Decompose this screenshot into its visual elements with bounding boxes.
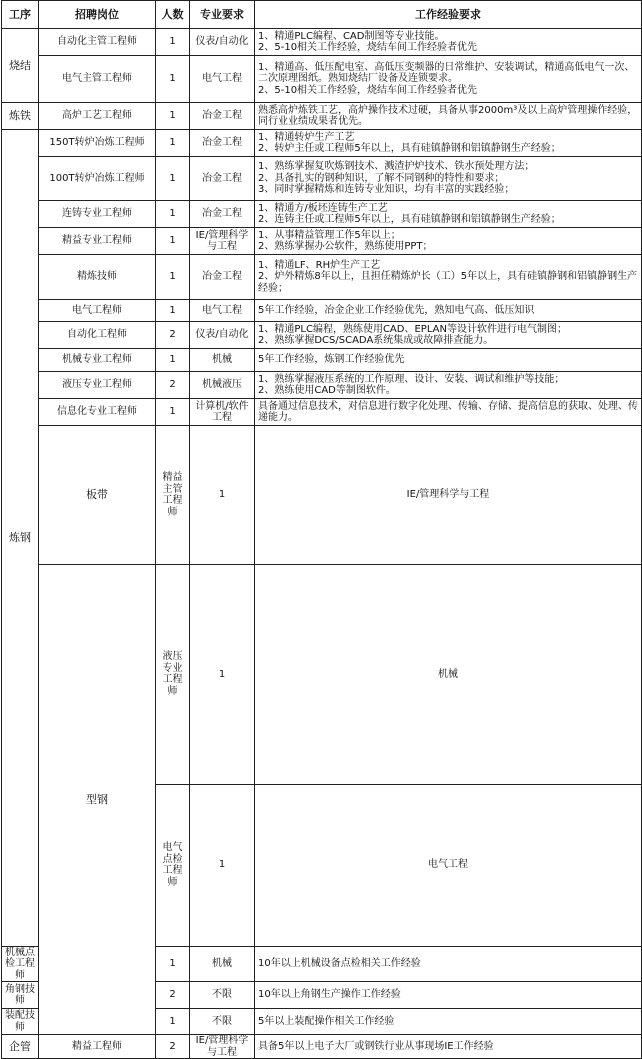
- requirement-cell: [255, 372, 642, 399]
- requirement-line: 2、5-10相关工作经验，烧结车间工作经验者优先: [258, 42, 478, 53]
- count-cell: 2: [156, 322, 190, 349]
- table-row: [2, 130, 642, 157]
- count-cell: 1: [156, 130, 190, 157]
- major-cell: 冶金工程: [190, 255, 255, 300]
- requirement-line: 2、熟练使用CAD等制图软件。: [258, 385, 396, 396]
- position-cell: 自动化工程师: [39, 322, 156, 349]
- requirement-line: 1、熟练掌握液压系统的工作原理、设计、安装、调试和维护等技能；: [258, 373, 565, 385]
- major-cell: 冶金工程: [190, 130, 255, 157]
- count-cell: 2: [156, 982, 190, 1009]
- requirement-line: 1、从事精益管理工作5年以上；: [258, 229, 401, 241]
- requirement-cell: [255, 399, 642, 426]
- header-count: 人数: [156, 1, 190, 29]
- position-cell: 150T转炉冶炼工程师: [39, 130, 156, 157]
- count-cell: 1: [156, 255, 190, 300]
- requirement-cell: [255, 300, 642, 322]
- major-cell: 计算机/软件工程: [190, 399, 255, 426]
- table-row: [2, 322, 642, 349]
- requirement-cell: [255, 201, 642, 228]
- major-cell: 不限: [190, 982, 255, 1009]
- major-cell: 不限: [190, 1009, 255, 1035]
- table-row: [2, 56, 642, 103]
- requirement-cell: [255, 349, 642, 372]
- major-cell: 电气工程: [255, 784, 642, 946]
- count-cell: 1: [190, 784, 255, 946]
- position-cell: 精益主管工程师: [156, 426, 190, 565]
- table-row: [2, 372, 642, 399]
- requirement-line: 具备通过信息技术，对信息进行数字化处理、传输、存储、提高信息的获取、处理、传递能力。: [258, 400, 638, 423]
- position-cell: 液压专业工程师: [39, 372, 156, 399]
- count-cell: 1: [156, 103, 190, 130]
- header-row: [2, 1, 642, 29]
- position-cell: 精益工程师: [39, 1035, 156, 1059]
- requirement-line: 2、熟练掌握办公软件，熟练使用PPT；: [258, 241, 433, 252]
- header-process: 工序: [2, 1, 39, 29]
- requirement-line: 3、同时掌握精炼和连铸专业知识，均有丰富的实践经验；: [258, 184, 515, 196]
- requirement-cell: [255, 982, 642, 1009]
- table-row: [2, 1035, 642, 1059]
- requirement-cell: [255, 157, 642, 201]
- requirement-cell: [255, 130, 642, 157]
- table-row: [2, 426, 642, 565]
- count-cell: 1: [156, 349, 190, 372]
- requirement-line: 5年以上装配操作相关工作经验: [258, 1015, 395, 1027]
- table-row: [2, 565, 642, 785]
- dept-cell-iron: 炼铁: [2, 103, 39, 130]
- table-row: [2, 157, 642, 201]
- requirement-cell: [255, 56, 642, 103]
- header-experience: 工作经验要求: [255, 1, 642, 29]
- requirement-cell: [255, 946, 642, 982]
- requirement-line: 1、精通方/板坯连铸生产工艺: [258, 202, 388, 214]
- position-cell: 电气点检工程师: [156, 784, 190, 946]
- position-cell: 角钢技师: [2, 982, 39, 1009]
- major-cell: 机械: [190, 946, 255, 982]
- position-cell: 精炼技师: [39, 255, 156, 300]
- requirement-line: 2、炉外精炼8年以上，且担任精炼炉长（工）5年以上，具有硅镇静钢和铝镇静钢生产经验；: [258, 271, 638, 294]
- requirement-line: 具备5年以上电子大厂或钢铁行业从事现场IE工作经验: [258, 1040, 494, 1052]
- requirement-line: 1、精通高、低压配电室、高低压变频器的日常维护、安装调试，精通高低电气一次、二次原理图纸。熟知烧结厂设备及连锁要求。: [258, 61, 635, 85]
- table-row: [2, 300, 642, 322]
- header-position: 招聘岗位: [39, 1, 156, 29]
- position-cell: 装配技师: [2, 1009, 39, 1035]
- requirement-cell: [255, 103, 642, 130]
- count-cell: 1: [156, 228, 190, 255]
- table-row: [2, 399, 642, 426]
- dept-cell-strip: 板带: [39, 426, 156, 565]
- requirement-line: 熟悉高炉炼铁工艺，高炉操作技术过硬，具备从事2000m³及以上高炉管理操作经验，同行业业绩成果者优先。: [258, 104, 638, 127]
- requirement-cell: [255, 1009, 642, 1035]
- requirement-line: 2、熟练掌握DCS/SCADA系统集成或故障排查能力。: [258, 335, 494, 346]
- major-cell: 冶金工程: [190, 201, 255, 228]
- table-row: [2, 201, 642, 228]
- requirement-line: 10年以上角钢生产操作工作经验: [258, 989, 401, 1001]
- requirement-line: 2、具备扎实的钢种知识，了解不同钢种的特性和要求；: [258, 172, 505, 184]
- recruitment-table: [1, 0, 642, 1059]
- dept-cell-mgmt: 企管: [2, 1035, 39, 1059]
- requirement-cell: [255, 1035, 642, 1059]
- dept-cell-section: 型钢: [39, 565, 156, 1035]
- requirement-cell: [255, 29, 642, 56]
- requirement-line: 2、连铸主任或工程师5年以上，具有硅镇静钢和铝镇静钢生产经验；: [258, 214, 561, 225]
- requirement-cell: [255, 228, 642, 255]
- count-cell: 1: [190, 426, 255, 565]
- table-row: [2, 349, 642, 372]
- requirement-line: 1、精通PLC编程、CAD制图等专业技能。: [258, 30, 445, 42]
- major-cell: 电气工程: [190, 300, 255, 322]
- count-cell: 1: [156, 157, 190, 201]
- count-cell: 1: [156, 946, 190, 982]
- major-cell: IE/管理科学与工程: [255, 426, 642, 565]
- major-cell: 仪表/自动化: [190, 322, 255, 349]
- major-cell: 仪表/自动化: [190, 29, 255, 56]
- requirement-line: 5年工作经验，炼钢工作经验优先: [258, 354, 405, 366]
- requirement-line: 1、精通LF、RH炉生产工艺: [258, 259, 381, 271]
- position-cell: 100T转炉冶炼工程师: [39, 157, 156, 201]
- requirement-line: 2、5-10相关工作经验，烧结车间工作经验者优先: [258, 84, 478, 96]
- count-cell: 1: [156, 201, 190, 228]
- position-cell: 电气主管工程师: [39, 56, 156, 103]
- requirement-line: 1、精通转炉生产工艺: [258, 131, 355, 143]
- count-cell: 1: [156, 1009, 190, 1035]
- table-row: [2, 103, 642, 130]
- position-cell: 液压专业工程师: [156, 565, 190, 785]
- major-cell: 冶金工程: [190, 157, 255, 201]
- requirement-line: 5年工作经验，冶金企业工作经验优先，熟知电气高、低压知识: [258, 304, 535, 316]
- table-row: [2, 255, 642, 300]
- dept-cell-sinter: 烧结: [2, 29, 39, 103]
- position-cell: 电气工程师: [39, 300, 156, 322]
- requirement-cell: [255, 322, 642, 349]
- major-cell: 机械: [255, 565, 642, 785]
- major-cell: IE/管理科学与工程: [190, 1035, 255, 1059]
- requirement-line: 10年以上机械设备点检相关工作经验: [258, 958, 421, 969]
- requirement-line: 1、精通PLC编程，熟练使用CAD、EPLAN等设计软件进行电气制图；: [258, 323, 567, 335]
- count-cell: 1: [156, 29, 190, 56]
- major-cell: 冶金工程: [190, 103, 255, 130]
- count-cell: 2: [156, 372, 190, 399]
- count-cell: 1: [156, 399, 190, 426]
- position-cell: 高炉工艺工程师: [39, 103, 156, 130]
- count-cell: 1: [190, 565, 255, 785]
- requirement-line: 2、转炉主任或工程师5年以上，具有硅镇静钢和铝镇静钢生产经验；: [258, 143, 561, 154]
- position-cell: 机械点检工程师: [2, 946, 39, 982]
- major-cell: IE/管理科学与工程: [190, 228, 255, 255]
- major-cell: 机械: [190, 349, 255, 372]
- count-cell: 2: [156, 1035, 190, 1059]
- requirement-cell: [255, 255, 642, 300]
- major-cell: 机械液压: [190, 372, 255, 399]
- requirement-line: 1、熟练掌握复吹炼钢技术、溅渣护炉技术、铁水预处理方法；: [258, 161, 535, 173]
- count-cell: 1: [156, 300, 190, 322]
- position-cell: 精益专业工程师: [39, 228, 156, 255]
- header-major: 专业要求: [190, 1, 255, 29]
- position-cell: 信息化专业工程师: [39, 399, 156, 426]
- dept-cell-steel: 炼钢: [2, 130, 39, 947]
- count-cell: 1: [156, 56, 190, 103]
- table-row: [2, 29, 642, 56]
- major-cell: 电气工程: [190, 56, 255, 103]
- table-row: [2, 228, 642, 255]
- position-cell: 机械专业工程师: [39, 349, 156, 372]
- position-cell: 自动化主管工程师: [39, 29, 156, 56]
- position-cell: 连铸专业工程师: [39, 201, 156, 228]
